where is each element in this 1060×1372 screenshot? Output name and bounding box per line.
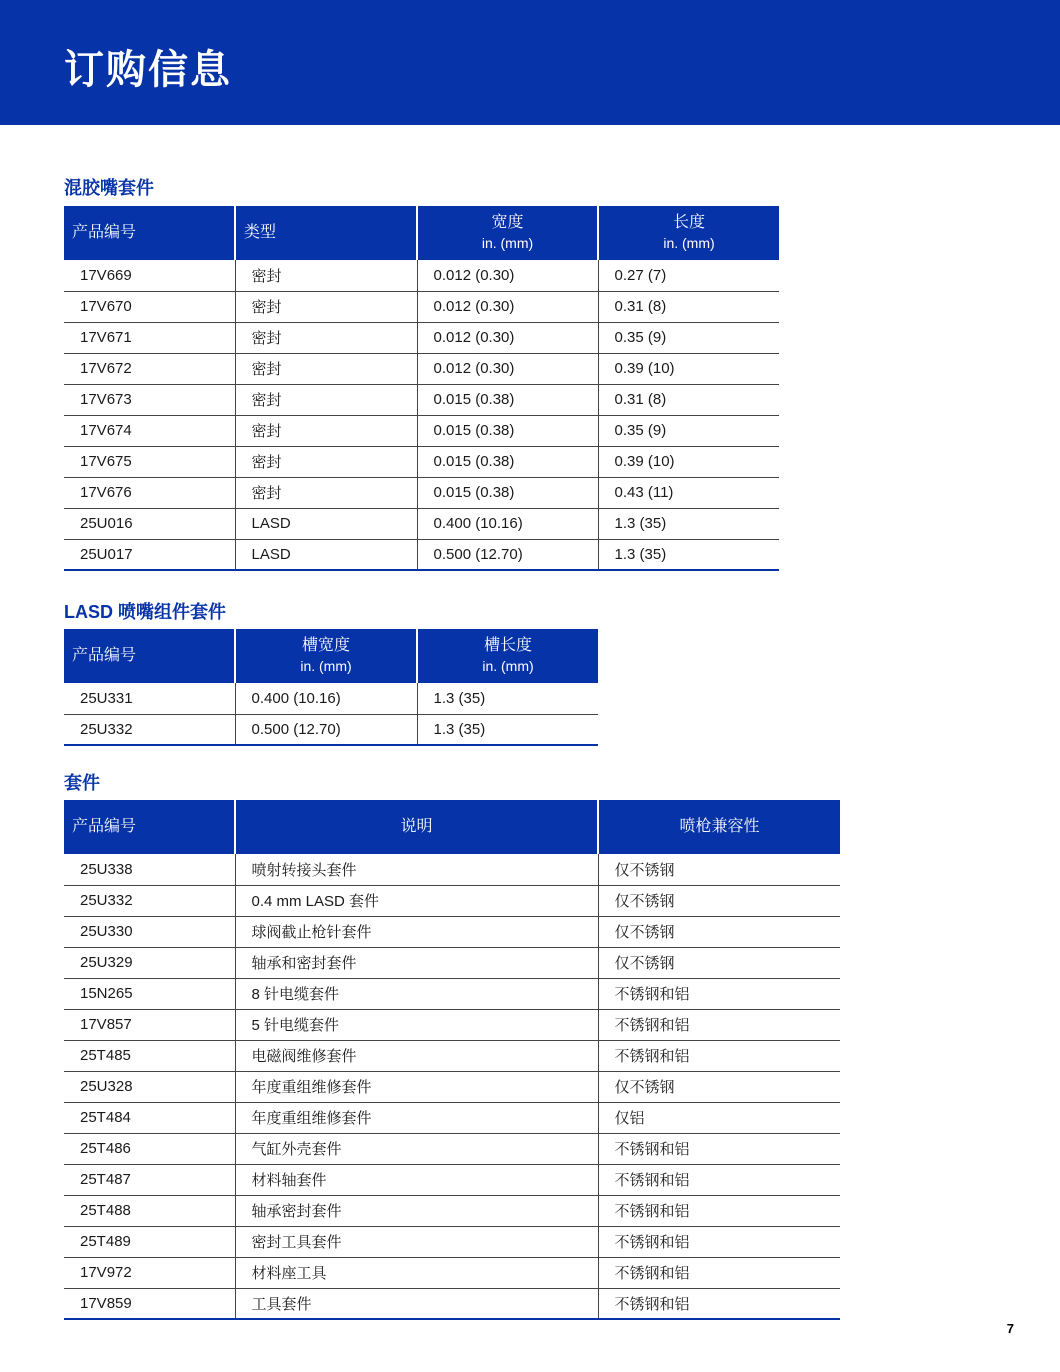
cell-part: 17V676 — [64, 477, 235, 508]
column-header-width — [417, 206, 598, 260]
table-row — [64, 415, 779, 446]
column-header-slot-width-unit: in. (mm) — [300, 658, 352, 674]
table-row — [64, 353, 779, 384]
cell-compat: 仅不锈钢 — [598, 885, 840, 916]
column-header-length-label: 长度 — [672, 214, 705, 231]
cell-part: 25U330 — [64, 916, 235, 947]
lasd-nozzle-kits-table — [64, 629, 598, 746]
cell-part: 17V674 — [64, 415, 235, 446]
section-title-kits: 套件 — [64, 773, 100, 793]
table-row — [64, 885, 840, 916]
cell-description: 年度重组维修套件 — [235, 1071, 598, 1102]
table-row — [64, 947, 840, 978]
cell-part: 25T484 — [64, 1102, 235, 1133]
table-header-row — [64, 800, 840, 854]
column-header-slot-width-label: 槽宽度 — [301, 637, 350, 654]
table-header-row — [64, 629, 598, 683]
kits-table — [64, 800, 840, 1320]
cell-part: 25U016 — [64, 508, 235, 539]
column-header-slot-width — [235, 629, 417, 683]
page-title: 订购信息 — [64, 48, 232, 92]
column-header-width-unit: in. (mm) — [481, 235, 534, 251]
table-row — [64, 714, 598, 745]
cell-length: 0.27 (7) — [598, 260, 779, 291]
cell-width: 0.015 (0.38) — [417, 446, 598, 477]
column-header-slot-length-label: 槽长度 — [483, 637, 532, 654]
cell-type: 密封 — [235, 353, 417, 384]
cell-compat: 不锈钢和铝 — [598, 1009, 840, 1040]
table-row — [64, 1133, 840, 1164]
table-row — [64, 978, 840, 1009]
table-row — [64, 1195, 840, 1226]
cell-type: 密封 — [235, 260, 417, 291]
cell-length: 1.3 (35) — [598, 508, 779, 539]
table-row — [64, 854, 840, 885]
cell-compat: 仅不锈钢 — [598, 1071, 840, 1102]
table-row — [64, 1071, 840, 1102]
cell-description: 密封工具套件 — [235, 1226, 598, 1257]
cell-length: 0.43 (11) — [598, 477, 779, 508]
cell-description: 气缸外壳套件 — [235, 1133, 598, 1164]
cell-compat: 不锈钢和铝 — [598, 1226, 840, 1257]
cell-part: 25U329 — [64, 947, 235, 978]
cell-compat: 不锈钢和铝 — [598, 1040, 840, 1071]
cell-compat: 不锈钢和铝 — [598, 1195, 840, 1226]
cell-type: 密封 — [235, 291, 417, 322]
cell-part: 17V669 — [64, 260, 235, 291]
cell-part: 25T485 — [64, 1040, 235, 1071]
cell-part: 25T489 — [64, 1226, 235, 1257]
cell-type: 密封 — [235, 477, 417, 508]
cell-length: 0.35 (9) — [598, 415, 779, 446]
cell-slot-width: 0.400 (10.16) — [235, 683, 417, 714]
cell-type: 密封 — [235, 415, 417, 446]
cell-type: LASD — [235, 539, 417, 570]
cell-part: 17V675 — [64, 446, 235, 477]
cell-length: 0.31 (8) — [598, 384, 779, 415]
cell-part: 25U332 — [64, 714, 235, 745]
cell-compat: 不锈钢和铝 — [598, 1133, 840, 1164]
cell-description: 材料轴套件 — [235, 1164, 598, 1195]
table-row — [64, 384, 779, 415]
table-row — [64, 683, 598, 714]
section-title-mixing-tip-kits: 混胶嘴套件 — [64, 178, 154, 198]
cell-width: 0.015 (0.38) — [417, 477, 598, 508]
cell-description: 轴承密封套件 — [235, 1195, 598, 1226]
column-header-width-label: 宽度 — [491, 214, 524, 231]
cell-part: 25U331 — [64, 683, 235, 714]
table-row — [64, 477, 779, 508]
column-header-part: 产品编号 — [64, 629, 235, 683]
cell-width: 0.015 (0.38) — [417, 415, 598, 446]
cell-width: 0.012 (0.30) — [417, 260, 598, 291]
cell-length: 0.31 (8) — [598, 291, 779, 322]
table-row — [64, 916, 840, 947]
table-row — [64, 1009, 840, 1040]
cell-part: 17V672 — [64, 353, 235, 384]
cell-description: 工具套件 — [235, 1288, 598, 1319]
cell-slot-length: 1.3 (35) — [417, 714, 598, 745]
cell-description: 轴承和密封套件 — [235, 947, 598, 978]
cell-compat: 仅铝 — [598, 1102, 840, 1133]
cell-compat: 不锈钢和铝 — [598, 978, 840, 1009]
table-row — [64, 1164, 840, 1195]
table-row — [64, 260, 779, 291]
table-row — [64, 291, 779, 322]
table-row — [64, 1288, 840, 1319]
mixing-tip-kits-table — [64, 206, 779, 571]
column-header-part: 产品编号 — [64, 206, 235, 260]
cell-width: 0.012 (0.30) — [417, 291, 598, 322]
table-row — [64, 539, 779, 570]
cell-description: 材料座工具 — [235, 1257, 598, 1288]
cell-part: 25U328 — [64, 1071, 235, 1102]
cell-type: LASD — [235, 508, 417, 539]
cell-description: 球阀截止枪针套件 — [235, 916, 598, 947]
cell-part: 17V673 — [64, 384, 235, 415]
section-title-lasd-nozzle-kits: LASD 喷嘴组件套件 — [64, 602, 226, 622]
table-row — [64, 508, 779, 539]
column-header-part: 产品编号 — [64, 800, 235, 854]
column-header-type: 类型 — [235, 206, 417, 260]
table-row — [64, 322, 779, 353]
cell-description: 0.4 mm LASD 套件 — [235, 885, 598, 916]
cell-width: 0.500 (12.70) — [417, 539, 598, 570]
cell-length: 1.3 (35) — [598, 539, 779, 570]
cell-compat: 仅不锈钢 — [598, 916, 840, 947]
cell-part: 17V857 — [64, 1009, 235, 1040]
cell-width: 0.015 (0.38) — [417, 384, 598, 415]
cell-slot-width: 0.500 (12.70) — [235, 714, 417, 745]
column-header-length-unit: in. (mm) — [663, 235, 715, 251]
cell-description: 年度重组维修套件 — [235, 1102, 598, 1133]
column-header-length — [598, 206, 779, 260]
cell-part: 15N265 — [64, 978, 235, 1009]
header-band — [0, 0, 1060, 125]
cell-description: 喷射转接头套件 — [235, 854, 598, 885]
table-row — [64, 1226, 840, 1257]
cell-length: 0.39 (10) — [598, 446, 779, 477]
cell-compat: 不锈钢和铝 — [598, 1164, 840, 1195]
table-row — [64, 1257, 840, 1288]
cell-description: 电磁阀维修套件 — [235, 1040, 598, 1071]
cell-slot-length: 1.3 (35) — [417, 683, 598, 714]
cell-part: 25U338 — [64, 854, 235, 885]
cell-type: 密封 — [235, 384, 417, 415]
cell-part: 25U332 — [64, 885, 235, 916]
table-header-row — [64, 206, 779, 260]
table-row — [64, 1040, 840, 1071]
cell-part: 25T487 — [64, 1164, 235, 1195]
cell-width: 0.012 (0.30) — [417, 353, 598, 384]
cell-type: 密封 — [235, 446, 417, 477]
cell-type: 密封 — [235, 322, 417, 353]
cell-width: 0.012 (0.30) — [417, 322, 598, 353]
cell-compat: 仅不锈钢 — [598, 854, 840, 885]
cell-length: 0.35 (9) — [598, 322, 779, 353]
table-row — [64, 1102, 840, 1133]
cell-compat: 不锈钢和铝 — [598, 1288, 840, 1319]
page-number: 7 — [1006, 1321, 1014, 1336]
cell-compat: 仅不锈钢 — [598, 947, 840, 978]
column-header-gun-compatibility: 喷枪兼容性 — [598, 800, 840, 854]
cell-compat: 不锈钢和铝 — [598, 1257, 840, 1288]
cell-part: 17V670 — [64, 291, 235, 322]
column-header-description: 说明 — [235, 800, 598, 854]
cell-description: 5 针电缆套件 — [235, 1009, 598, 1040]
cell-length: 0.39 (10) — [598, 353, 779, 384]
cell-part: 17V859 — [64, 1288, 235, 1319]
cell-part: 17V972 — [64, 1257, 235, 1288]
cell-description: 8 针电缆套件 — [235, 978, 598, 1009]
cell-part: 25T488 — [64, 1195, 235, 1226]
column-header-slot-length — [417, 629, 598, 683]
column-header-slot-length-unit: in. (mm) — [482, 658, 534, 674]
cell-part: 25T486 — [64, 1133, 235, 1164]
cell-part: 25U017 — [64, 539, 235, 570]
table-row — [64, 446, 779, 477]
cell-part: 17V671 — [64, 322, 235, 353]
cell-width: 0.400 (10.16) — [417, 508, 598, 539]
